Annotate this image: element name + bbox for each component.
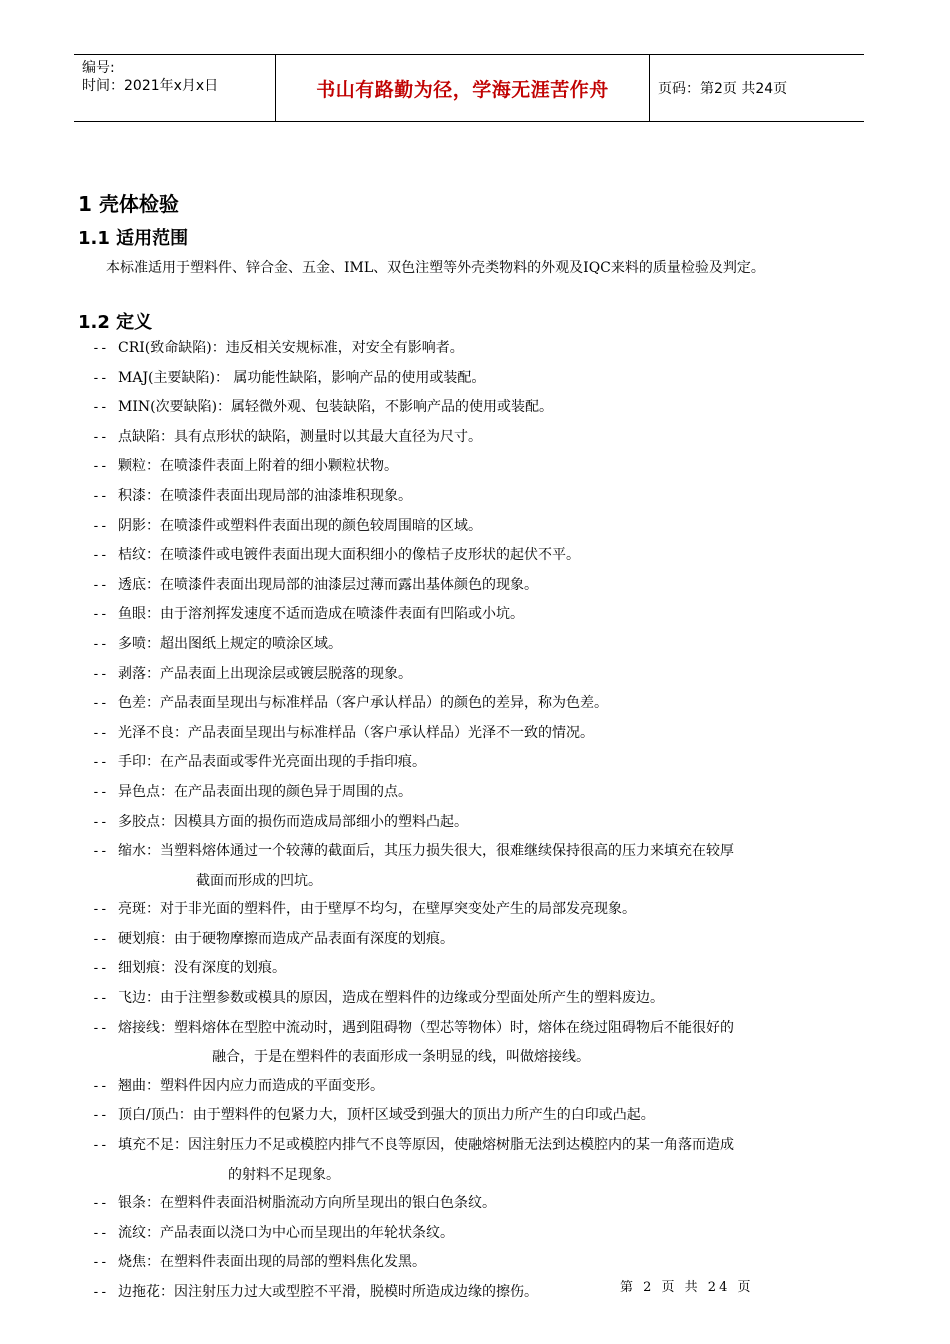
definition-text: 流纹：产品表面以浇口为中心而呈现出的年轮状条纹。 xyxy=(118,1224,454,1241)
list-dash: -- xyxy=(92,548,108,564)
definition-item xyxy=(92,1189,864,1219)
definition-item xyxy=(92,541,864,571)
definition-text: 飞边：由于注塑参数或模具的原因，造成在塑料件的边缘或分型面处所产生的塑料废边。 xyxy=(118,990,664,1007)
definition-text: 硬划痕：由于硬物摩擦而造成产品表面有深度的划痕。 xyxy=(118,930,454,947)
list-dash: -- xyxy=(92,459,108,475)
definition-text: 缩水：当塑料熔体通过一个较薄的截面后，其压力损失很大，很难继续保持很高的压力来填充在较厚 xyxy=(118,843,734,860)
definition-text: 鱼眼：由于溶剂挥发速度不适而造成在喷漆件表面有凹陷或小坑。 xyxy=(118,606,524,623)
definition-text: 积漆：在喷漆件表面出现局部的油漆堆积现象。 xyxy=(118,487,412,504)
page-footer: 第 2 页 共 24 页 xyxy=(620,1280,754,1295)
list-dash: -- xyxy=(92,696,108,712)
list-dash: -- xyxy=(92,814,108,830)
definition-item xyxy=(92,1248,864,1278)
definition-text: 翘曲：塑料件因内应力而造成的平面变形。 xyxy=(118,1077,384,1094)
list-dash: -- xyxy=(92,488,108,504)
definition-continuation: 截面而形成的凹坑。 xyxy=(196,872,322,889)
list-dash: -- xyxy=(92,755,108,771)
definition-item xyxy=(92,452,864,482)
definition-text: 银条：在塑料件表面沿树脂流动方向所呈现出的银白色条纹。 xyxy=(118,1195,496,1212)
definition-text: 亮斑：对于非光面的塑料件，由于壁厚不均匀，在壁厚突变处产生的局部发亮现象。 xyxy=(118,901,636,918)
document-header xyxy=(74,54,864,122)
definition-item xyxy=(92,1014,864,1072)
list-dash: -- xyxy=(92,370,108,386)
definition-text: 桔纹：在喷漆件或电镀件表面出现大面积细小的像桔子皮形状的起伏不平。 xyxy=(118,547,580,564)
doc-time-label: 时间：2021年x月x日 xyxy=(82,78,219,94)
list-dash: -- xyxy=(92,1255,108,1271)
list-dash: -- xyxy=(92,666,108,682)
list-dash: -- xyxy=(92,784,108,800)
definition-item xyxy=(92,808,864,838)
definition-item xyxy=(92,364,864,394)
list-dash: -- xyxy=(92,725,108,741)
definition-text: 异色点：在产品表面出现的颜色异于周围的点。 xyxy=(118,783,412,800)
definition-text: 透底：在喷漆件表面出现局部的油漆层过薄而露出基体颜色的现象。 xyxy=(118,576,538,593)
definition-item xyxy=(92,571,864,601)
definition-text: 阴影：在喷漆件或塑料件表面出现的颜色较周围暗的区域。 xyxy=(118,517,482,534)
definition-text: 多喷：超出图纸上规定的喷涂区域。 xyxy=(118,635,342,652)
definition-text: 色差：产品表面呈现出与标准样品（客户承认样品）的颜色的差异，称为色差。 xyxy=(118,695,608,712)
list-dash: -- xyxy=(92,400,108,416)
header-info-cell xyxy=(74,55,276,121)
header-page-cell xyxy=(650,55,864,121)
definition-text: 熔接线：塑料熔体在型腔中流动时，遇到阻碍物（型芯等物体）时，熔体在绕过阻碍物后不能很好的 xyxy=(118,1019,734,1036)
definition-item xyxy=(92,482,864,512)
scope-paragraph xyxy=(78,254,863,282)
definition-item xyxy=(92,689,864,719)
definition-text: 手印：在产品表面或零件光亮面出现的手指印痕。 xyxy=(118,754,426,771)
definition-text: 多胶点：因模具方面的损伤而造成局部细小的塑料凸起。 xyxy=(118,813,468,830)
definition-item xyxy=(92,895,864,925)
definition-text: CRI(致命缺陷)：违反相关安规标准，对安全有影响者。 xyxy=(118,340,464,356)
subsection-definitions-title: 1.2 定义 xyxy=(78,312,153,333)
list-dash: -- xyxy=(92,1078,108,1094)
list-dash: -- xyxy=(92,961,108,977)
list-dash: -- xyxy=(92,902,108,918)
definition-item xyxy=(92,748,864,778)
list-dash: -- xyxy=(92,1196,108,1212)
list-dash: -- xyxy=(92,1108,108,1124)
definition-item xyxy=(92,512,864,542)
definition-text: 光泽不良：产品表面呈现出与标准样品（客户承认样品）光泽不一致的情况。 xyxy=(118,724,594,741)
definition-item xyxy=(92,334,864,364)
definition-item xyxy=(92,1072,864,1102)
definition-continuation: 的射料不足现象。 xyxy=(228,1166,340,1183)
definition-text: 边拖花：因注射压力过大或型腔不平滑，脱模时所造成边缘的擦伤。 xyxy=(118,1284,538,1300)
definitions-list xyxy=(92,334,864,1308)
definition-item xyxy=(92,423,864,453)
list-dash: -- xyxy=(92,931,108,947)
motto-text: 书山有路勤为径，学海无涯苦作舟 xyxy=(316,78,609,101)
list-dash: -- xyxy=(92,1020,108,1036)
list-dash: -- xyxy=(92,607,108,623)
definition-item xyxy=(92,660,864,690)
list-dash: -- xyxy=(92,1138,108,1154)
definition-item xyxy=(92,630,864,660)
subsection-scope-title: 1.1 适用范围 xyxy=(78,228,189,249)
definition-text: 细划痕：没有深度的划痕。 xyxy=(118,960,286,977)
definition-continuation: 融合，于是在塑料件的表面形成一条明显的线，叫做熔接线。 xyxy=(212,1049,590,1066)
list-dash: -- xyxy=(92,636,108,652)
definition-text: 颗粒：在喷漆件表面上附着的细小颗粒状物。 xyxy=(118,458,398,475)
list-dash: -- xyxy=(92,429,108,445)
definition-item xyxy=(92,719,864,749)
definition-item xyxy=(92,1131,864,1189)
doc-number-label: 编号: xyxy=(82,60,115,76)
scope-text: 本标准适用于塑料件、锌合金、五金、IML、双色注塑等外壳类物料的外观及IQC来料的质量检验及判定。 xyxy=(106,260,765,276)
list-dash: -- xyxy=(92,518,108,534)
list-dash: -- xyxy=(92,577,108,593)
list-dash: -- xyxy=(92,341,108,356)
header-page-number: 页码：第2页 共24页 xyxy=(658,81,788,97)
definition-text: 烧焦：在塑料件表面出现的局部的塑料焦化发黑。 xyxy=(118,1254,426,1271)
definition-item xyxy=(92,393,864,423)
definition-item xyxy=(92,1101,864,1131)
definition-item xyxy=(92,954,864,984)
section-title: 1 壳体检验 xyxy=(78,192,179,216)
definition-item xyxy=(92,1219,864,1249)
definition-text: 填充不足：因注射压力不足或模腔内排气不良等原因，使融熔树脂无法到达模腔内的某一角落而造成 xyxy=(118,1137,734,1154)
definition-text: 点缺陷：具有点形状的缺陷，测量时以其最大直径为尺寸。 xyxy=(118,428,482,445)
definition-item xyxy=(92,778,864,808)
definition-item xyxy=(92,925,864,955)
list-dash: -- xyxy=(92,1285,108,1300)
list-dash: -- xyxy=(92,1225,108,1241)
list-dash: -- xyxy=(92,844,108,860)
definition-item xyxy=(92,984,864,1014)
definition-text: 剥落：产品表面上出现涂层或镀层脱落的现象。 xyxy=(118,665,412,682)
definition-item xyxy=(92,837,864,895)
definition-item xyxy=(92,600,864,630)
definition-text: MIN(次要缺陷)：属轻微外观、包装缺陷，不影响产品的使用或装配。 xyxy=(118,399,554,416)
list-dash: -- xyxy=(92,991,108,1007)
definition-text: MAJ(主要缺陷)： 属功能性缺陷，影响产品的使用或装配。 xyxy=(118,369,486,386)
header-motto-cell xyxy=(276,55,650,121)
definition-text: 顶白/顶凸：由于塑料件的包紧力大，顶杆区域受到强大的顶出力所产生的白印或凸起。 xyxy=(118,1107,655,1124)
